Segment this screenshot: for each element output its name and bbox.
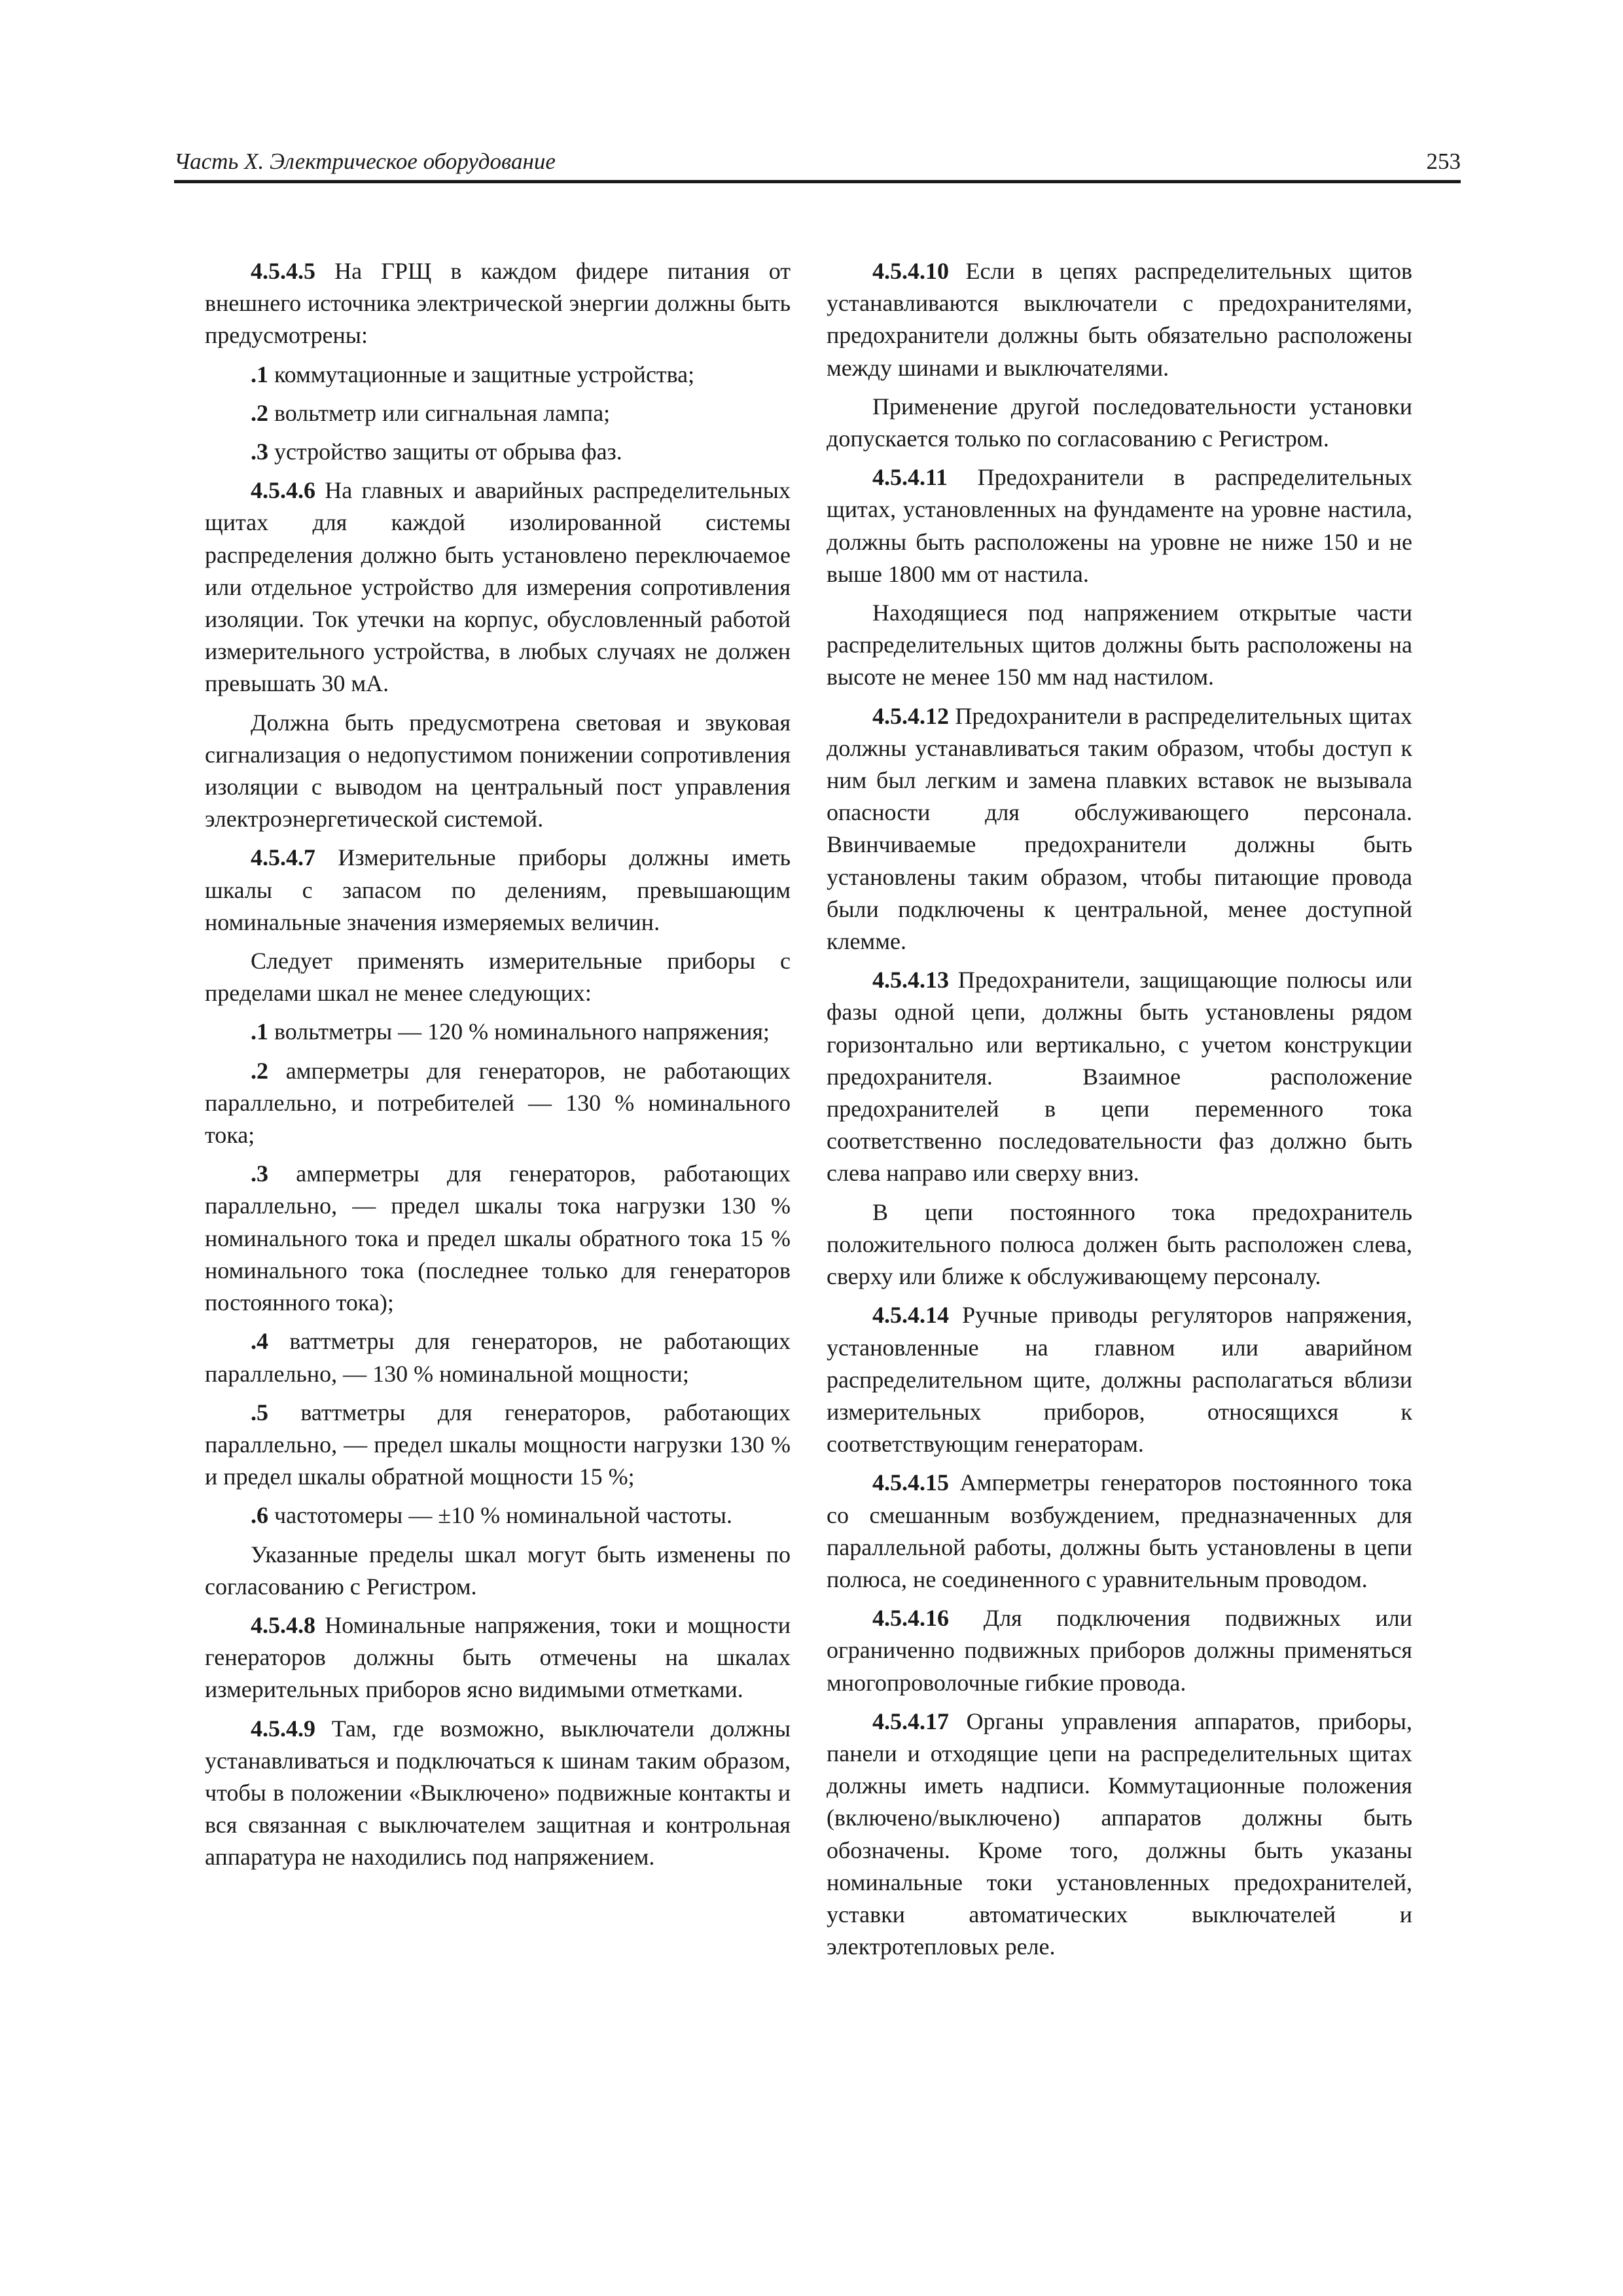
list-item — [205, 1016, 791, 1048]
paragraph — [205, 475, 791, 700]
paragraph-text: Измерительные приборы должны иметь шкалы с запасом по делениям, превышающим номинальные значения измеряемых величин. — [205, 844, 791, 935]
list-item — [205, 436, 791, 468]
header-title: Часть X. Электрическое оборудование — [174, 149, 556, 174]
clause-number: 4.5.4.11 — [872, 464, 948, 491]
list-item — [205, 397, 791, 429]
paragraph: Применение другой последовательности установки допускается только по согласованию с Регистром. — [827, 393, 1412, 452]
paragraph — [205, 1713, 791, 1874]
paragraph — [827, 1602, 1412, 1699]
list-item — [205, 1158, 791, 1319]
paragraph: Следует применять измерительные приборы с пределами шкал не менее следующих: — [205, 948, 791, 1007]
item-number: .6 — [251, 1502, 268, 1529]
right-column — [827, 255, 1412, 1969]
paragraph — [827, 255, 1412, 384]
clause-number: 4.5.4.6 — [251, 477, 315, 504]
paragraph: Должна быть предусмотрена световая и звуковая сигнализация о недопустимом понижении сопротивления изоляции с выводом на центральный пост управления электроэнергетической системой. — [205, 709, 791, 833]
item-number: .5 — [251, 1399, 268, 1426]
item-text: коммутационные и защитные устройства; — [268, 361, 695, 387]
list-item — [205, 359, 791, 391]
item-text: вольтметр или сигнальная лампа; — [268, 399, 611, 426]
clause-number: 4.5.4.16 — [872, 1605, 949, 1632]
item-number: .3 — [251, 1160, 268, 1187]
paragraph — [205, 842, 791, 939]
item-number: .1 — [251, 1018, 268, 1045]
clause-number: 4.5.4.7 — [251, 844, 315, 871]
paragraph — [827, 964, 1412, 1189]
item-number: .2 — [251, 1057, 268, 1084]
paragraph-text: На ГРЩ в каждом фидере питания от внешнего источника электрической энергии должны быть предусмотрены: — [205, 258, 791, 349]
paragraph — [205, 1609, 791, 1706]
list-item — [205, 1397, 791, 1494]
clause-number: 4.5.4.14 — [872, 1302, 949, 1329]
list-item — [205, 1055, 791, 1152]
paragraph-text: На главных и аварийных распределительных щитах для каждой изолированной системы распределения должно быть установлено переключаемое или отдельное устройство для измерения сопротивления изоляции. Ток утечки на корпус, обусловленный работой измерительного устройства, в любых случаях не должен превышать 30 мА. — [205, 477, 791, 697]
paragraph-text: Предохранители в распределительных щитах, установленных на фундаменте на уровне настила, должны быть расположены на уровне не ниже 150 и не выше 1800 мм от настила. — [827, 464, 1412, 587]
item-text: устройство защиты от обрыва фаз. — [268, 439, 622, 465]
clause-number: 4.5.4.13 — [872, 967, 949, 994]
paragraph — [205, 255, 791, 352]
paragraph-text: Амперметры генераторов постоянного тока со смешанным возбуждением, предназначенных для параллельной работы, должны быть установлены в цепи полюса, не соединенного с уравнительным проводом. — [827, 1469, 1412, 1592]
item-number: .2 — [251, 399, 268, 426]
paragraph-text: Если в цепях распределительных щитов устанавливаются выключатели с предохранителями, предохранители должны быть обязательно расположены между шинами и выключателями. — [827, 258, 1412, 381]
item-number: .3 — [251, 439, 268, 465]
paragraph — [827, 1706, 1412, 1964]
paragraph: В цепи постоянного тока предохранитель положительного полюса должен быть расположен слева, сверху или ближе к обслуживающему персоналу. — [827, 1198, 1412, 1290]
running-header — [174, 141, 1461, 183]
item-number: .4 — [251, 1328, 268, 1355]
clause-number: 4.5.4.8 — [251, 1611, 315, 1638]
page-number: 253 — [1426, 149, 1461, 174]
paragraph — [827, 700, 1412, 958]
item-text: ваттметры для генераторов, работающих параллельно, — предел шкалы мощности нагрузки 130 % и предел шкалы обратной мощности 15 %; — [205, 1399, 791, 1490]
list-item — [205, 1325, 791, 1390]
paragraph: Находящиеся под напряжением открытые части распределительных щитов должны быть расположены на высоте не менее 150 мм над настилом. — [827, 600, 1412, 691]
list-item — [205, 1499, 791, 1532]
clause-number: 4.5.4.9 — [251, 1715, 315, 1742]
item-number: .1 — [251, 361, 268, 387]
paragraph-text: Там, где возможно, выключатели должны устанавливаться и подключаться к шинам таким образом, чтобы в положении «Выключено» подвижные контакты и вся связанная с выключателем защитная и контрольная аппаратура не находились под напряжением. — [205, 1715, 791, 1871]
item-text: амперметры для генераторов, работающих параллельно, — предел шкалы тока нагрузки 130 % номинального тока и предел шкалы обратного тока 15 % номинального тока (последнее только для генераторов постоянного тока); — [205, 1160, 791, 1316]
paragraph-text: Органы управления аппаратов, приборы, панели и отходящие цепи на распределительных щитах должны иметь надписи. Коммутационные положения (включено/выключено) аппаратов должны быть обозначены. Кроме того, должны быть указаны номинальные токи установленных предохранителей, уставки автоматических выключателей и электротепловых реле. — [827, 1708, 1412, 1960]
clause-number: 4.5.4.17 — [872, 1708, 949, 1734]
paragraph — [827, 1467, 1412, 1596]
paragraph-text: Предохранители в распределительных щитах должны устанавливаться таким образом, чтобы доступ к ним был легким и замена плавких вставок не вызывала опасности для обслуживающего персонала. Ввинчиваемые предохранители должны быть установлены таким образом, чтобы питающие провода были подключены к центральной, менее доступной клемме. — [827, 702, 1412, 955]
paragraph — [827, 1299, 1412, 1460]
clause-number: 4.5.4.10 — [872, 258, 949, 284]
item-text: ваттметры для генераторов, не работающих параллельно, — 130 % номинальной мощности; — [205, 1328, 791, 1387]
paragraph-text: Номинальные напряжения, токи и мощности генераторов должны быть отмечены на шкалах измерительных приборов ясно видимыми отметками. — [205, 1611, 791, 1703]
paragraph-text: Для подключения подвижных или ограниченно подвижных приборов должны применяться многопроволочные гибкие провода. — [827, 1605, 1412, 1696]
clause-number: 4.5.4.12 — [872, 702, 949, 729]
item-text: вольтметры — 120 % номинального напряжения; — [268, 1018, 770, 1045]
item-text: амперметры для генераторов, не работающих параллельно, и потребителей — 130 % номинального тока; — [205, 1057, 791, 1149]
paragraph: Указанные пределы шкал могут быть изменены по согласованию с Регистром. — [205, 1541, 791, 1600]
paragraph-text: Предохранители, защищающие полюсы или фазы одной цепи, должны быть установлены рядом горизонтально или вертикально, с учетом конструкции предохранителя. Взаимное расположение предохранителей в цепи переменного тока соответственно последовательности фаз должно быть слева направо или сверху вниз. — [827, 967, 1412, 1187]
paragraph-text: Ручные приводы регуляторов напряжения, установленные на главном или аварийном распределительном щите, должны располагаться вблизи измерительных приборов, относящихся к соответствующим генераторам. — [827, 1302, 1412, 1458]
clause-number: 4.5.4.5 — [251, 258, 315, 284]
clause-number: 4.5.4.15 — [872, 1469, 949, 1496]
item-text: частотомеры — ±10 % номинальной частоты. — [268, 1502, 732, 1529]
left-column — [205, 255, 791, 1880]
paragraph — [827, 461, 1412, 590]
